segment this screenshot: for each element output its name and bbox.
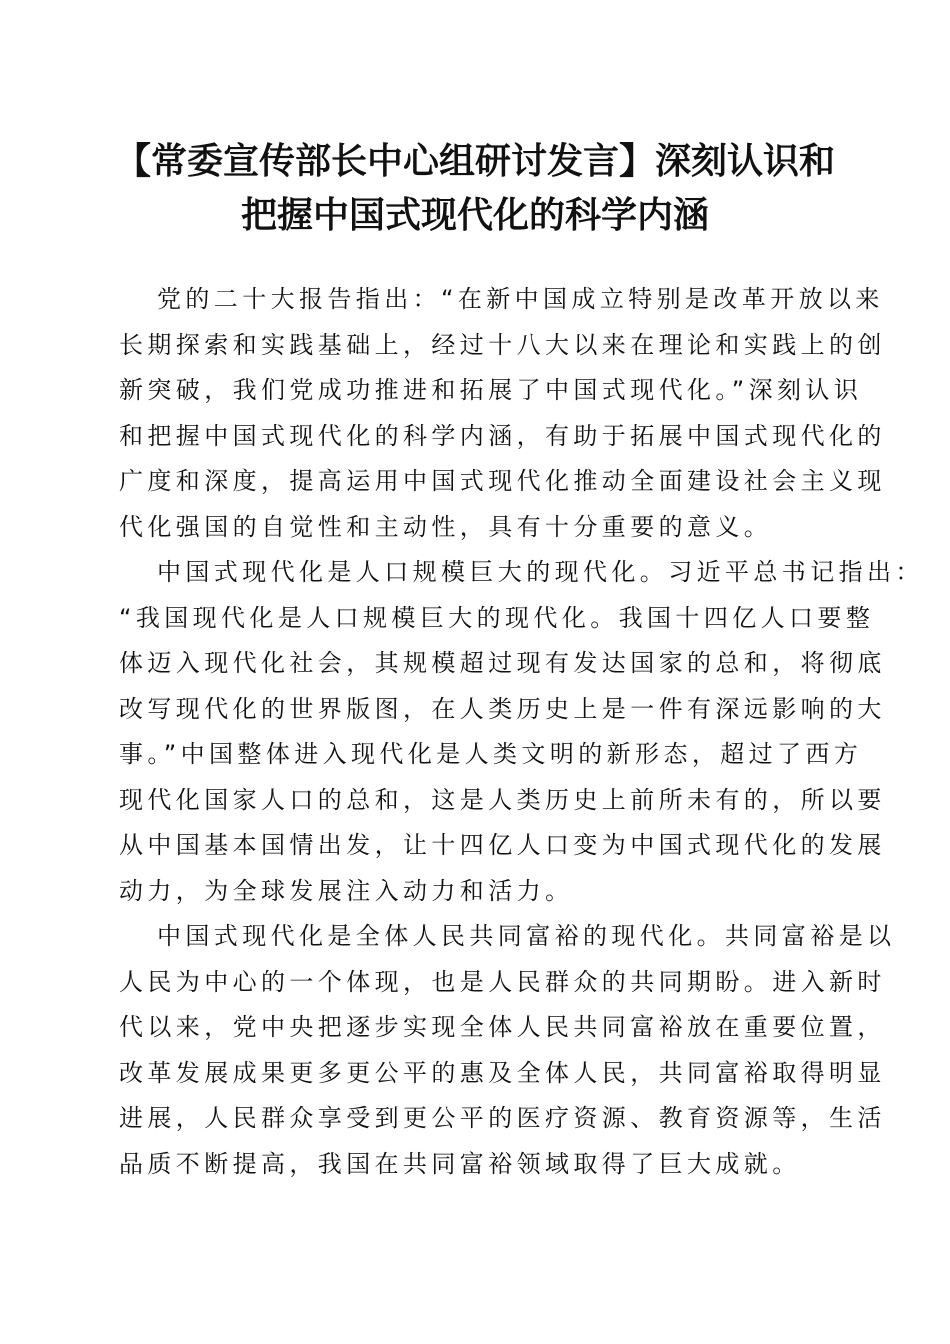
title-line: 把握中国式现代化的科学内涵: [240, 194, 709, 236]
paragraph-line: 事。”中国整体进入现代化是人类文明的新形态，超过了西方: [119, 740, 863, 768]
paragraph-line: 进展，人民群众享受到更公平的医疗资源、教育资源等，生活: [119, 1104, 886, 1132]
paragraph-line: 体迈入现代化社会，其规模超过现有发达国家的总和，将彻底: [119, 649, 886, 677]
paragraph-line: 代化强国的自觉性和主动性，具有十分重要的意义。: [119, 512, 773, 541]
paragraph-line: 现代化国家人口的总和，这是人类历史上前所未有的，所以要: [119, 785, 886, 814]
paragraph-line: 品质不断提高，我国在共同富裕领域取得了巨大成就。: [119, 1149, 801, 1178]
document-title: [100, 134, 850, 242]
paragraph-line: 中国式现代化是人口规模巨大的现代化。习近平总书记指出：: [157, 558, 924, 586]
paragraph-2: [119, 550, 924, 914]
paragraph-line: 广度和深度，提高运用中国式现代化推动全面建设社会主义现: [119, 467, 886, 495]
paragraph-line: 改革发展成果更多更公平的惠及全体人民，共同富裕取得明显: [119, 1058, 886, 1087]
paragraph-line: 代以来，党中央把逐步实现全体人民共同富裕放在重要位置，: [119, 1013, 886, 1041]
paragraph-line: 改写现代化的世界版图，在人类历史上是一件有深远影响的大: [119, 694, 886, 723]
paragraph-line: 中国式现代化是全体人民共同富裕的现代化。共同富裕是以: [157, 922, 896, 950]
paragraph-line: 新突破，我们党成功推进和拓展了中国式现代化。”深刻认识: [119, 376, 863, 404]
document-body: [119, 277, 924, 1187]
paragraph-line: 从中国基本国情出发，让十四亿人口变为中国式现代化的发展: [119, 831, 886, 859]
paragraph-line: 人民为中心的一个体现，也是人民群众的共同期盼。进入新时: [119, 967, 886, 996]
paragraph-3: [119, 914, 896, 1187]
title-line: 【常委宣传部长中心组研讨发言】深刻认识和: [114, 140, 835, 182]
paragraph-line: 和把握中国式现代化的科学内涵，有助于拓展中国式现代化的: [119, 421, 886, 450]
paragraph-line: 长期探索和实践基础上，经过十八大以来在理论和实践上的创: [119, 330, 886, 359]
paragraph-1: [119, 277, 886, 550]
paragraph-line: “我国现代化是人口规模巨大的现代化。我国十四亿人口要整: [119, 603, 875, 632]
paragraph-line: 党的二十大报告指出：“在新中国成立特别是改革开放以来: [157, 285, 884, 313]
paragraph-line: 动力，为全球发展注入动力和活力。: [119, 876, 574, 905]
